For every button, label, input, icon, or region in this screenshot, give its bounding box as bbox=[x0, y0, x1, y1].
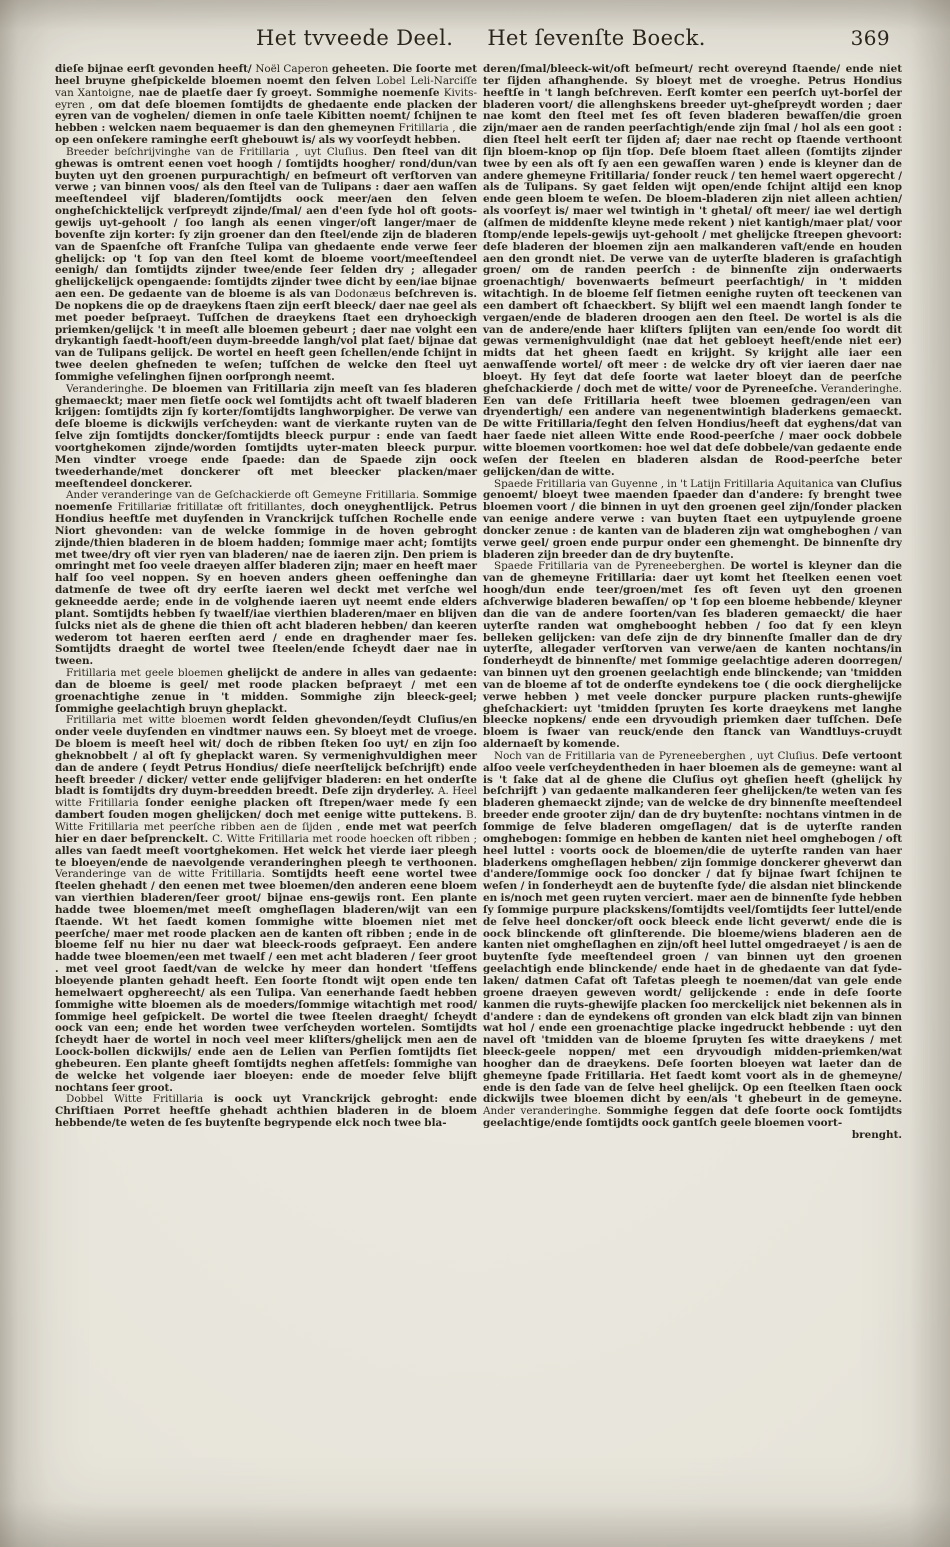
header-book-title: Het ſevenſte Boeck. bbox=[487, 26, 706, 50]
paragraph: Spaede Fritillaria van de Pyreneeberghen. De wortel is kleyner dan die van de ghemeyne Fritillaria: daer uyt komt het ſteelken eenen voet hoogh/dun ende teer/groen/met ſes oft ſeven uyt den groenen aſchverwige bladeren bewaſſen/ op 't ſop een bloeme hebbende/ kleyner dan die van de andere ſoorten/van ſes bladeren gemaeckt/ die haer uyterſte randen wat omghebooght hebben / ſoo dat ſy een kleyn belleken gelijcken: van deſe zijn de dry binnenſte ſmaller dan de dry uyterſte, allegader verſtorven van verwe/aen de kanten nochtans/in ſonderheydt de binnenſte/ met ſommige geelachtige aderen doorregen/ van binnen uyt den groenen geelachtigh ende blinckende; van 'tmidden van de bloeme af tot de onderſte eyndekens toe ( die oock dierghelijcke verwe hebben ) met veele doncker purpure placken runts-ghewijſe gheſchackiert: uyt 'tmidden ſpruyten ſes korte draeykens met langhe bleecke nopkens/ ende een dryvoudigh priemken daer tuſſchen. Deſe bloem is ſwaer van reuck/ende den ſtanck van Wandtluys-cruydt aldernaeſt by komende. bbox=[483, 560, 902, 751]
text-column-right bbox=[483, 64, 902, 1494]
running-header bbox=[0, 26, 950, 50]
paragraph: Spaede Fritillaria van Guyenne , in 't Latijn Fritillaria Aquitanica van Cluſius genoemt/ bloeyt twee maenden ſpaeder dan d'andere: ſy brenght twee bloemen voort / die binnen in uyt den groenen geel zijn/ſonder placken van eenige andere verwe : van buyten ſtaet een uytpuylende groene doncker zenue : de kanten van de bladeren zijn wat omgheboghen / van verwe geel/ groen ende purpur onder een ghemenght. De binnenſte dry bladeren zijn breeder dan de dry buytenſte. bbox=[483, 477, 902, 561]
paragraph: Fritillaria met witte bloemen wordt ſelden ghevonden/ſeydt Cluſius/en onder veele duyſenden en vindtmer nauws een. Sy bloeyt met de vroege. De bloem is meeſt heel wit/ doch de ribben ſteken ſoo uyt/ en zijn ſoo gheknobbelt / al oft ſy gheplackt waren. Sy vermenighvuldighen meer dan de andere ( ſeydt Petrus Hondius/ dieſe neerſtelijck beſchrijft) ende heeft breeder / dicker/ vetter ende gelijfviger bladeren: en het onderſte bladt is ſomtijdts dry duym-breedden breedt. Deſe zijn dryderley. A. Heel witte Fritillaria ſonder eenighe placken oft ſtrepen/waer mede ſy een dambert ſouden mogen ghelijcken/ doch met eenige witte puttekens. B. Witte Fritillaria met peerſche ribben aen de ſijden , ende met wat peerſch hier en daer beſprenckelt. C. Witte Fritillaria met roode hoecken oft ribben ; alles van ſaedt meeſt voortghekomen. Het welck het vierde iaer pleegh te bloeyen/ende de naevolgende veranderinghen pleegh te verthoonen. Veranderinge van de witte Fritillaria. Somtijdts heeft eene wortel twee ſteelen ghehadt / den eenen met twee bloemen/den anderen eene bloem van vierthien bladeren/ſeer groot/ bijnae ens-gewijs ront. Een plante hadde twee bloemen/met meeſt omgheſlagen bladeren/wijt van een ſtaende. Wt het ſaedt komen ſommighe witte bloemen niet met peerſche/ maer met roode placken aen de kanten oft ribben ; ende in de bloeme ſelf nu hier nu daer wat bleeck-roods geſpraeyt. Een andere hadde twee bloemen/een met twaelf / een met acht bladeren / ſeer groot . met veel groot ſaedt/van de welcke hy meer dan hondert 'tſeffens bloeyende planten gehadt heeft. Een ſoorte ſtondt wijt open ende ten hemelwaert opghereecht/ als een Tulipa. Van eenerhande ſaedt hebben ſommighe witte bloemen als de moeders/ſommige witachtigh met rood/ſommige heel geſpickelt. De wortel die twee ſteelen draeght/ ſcheydt oock van een; ende het worden twee verſcheyden wortelen. Somtijdts ſcheydt haer de wortel in noch veel meer kliſters/ghelijck men aen de Loock-bollen dickwijls/ ende aen de Lelien van Perſien ſomtijdts ſiet ghebeuren. Een plante gheeft ſomtijdts neghen afſetſels: ſommighe van de welcke het volgende iaer bloeyen: ende de moeder ſelve blijft nochtans ſeer groot. bbox=[55, 714, 477, 1094]
page-number: 369 bbox=[850, 26, 890, 50]
paragraph: Veranderinghe. De bloemen van Fritillaria zijn meeſt van ſes bladeren ghemaeckt; maer men ſietſe oock wel ſomtijdts acht oft twaelf bladeren krijgen: ſomtijdts zijn ſy korter/ſomtijdts langhworpigher. De verwe van deſe bloeme is dickwijls verſcheyden: want de vierkante ruyten van de ſelve zijn ſomtijdts doncker/ſomtijdts bleeck purpur : ende van ſaedt voortghekomen zijnde/worden ſomtijdts uyter-maten bleeck purpur. Men vindter vroege ende ſpaede: dan de Spaede zijn oock tweederhande/met donckerer oft met bleecker placken/maer meeſtendeel donckerer. bbox=[55, 382, 477, 490]
paragraph: Breeder beſchrijvinghe van de Fritillaria , uyt Cluſius. Den ſteel van dit ghewas is omtrent eenen voet hoogh / ſomtijdts hoogher/ rond/dun/van buyten uyt den groenen purpurachtigh/ en beſmeurt oft verſtorven van verwe ; van binnen voos/ als den ſteel van de Tulipans : daer aen waſſen meeſtendeel vijf bladeren/ſomtijdts oock meer/aen den ſelven ongheſchicktelijck verſpreydt zijnde/ſmal/ aen d'een ſyde hol oft goots-gewijs uyt-gehoolt / ſoo langh als eenen vinger/oft langer/maer de bovenſte zijn korter: ſy zijn groener dan den ſteel/ende zijn de bladeren van de Spaenſche oft Franſche Tulipa van ghedaente ende verwe ſeer ghelijck: op 't ſop van den ſteel komt de bloeme voort/meeſtendeel eenigh/ dan ſomtijdts zijnder twee/ende ſeer ſelden dry ; allegader ghelijckelijck opengaende: ſomtijdts zijnder twee dicht by een/iae bijnae aen een. De gedaente van de bloeme is als van Dodonæus beſchreven is. De nopkens die op de draeykens ſtaen zijn eerſt bleeck/ daer nae geel als met poeder beſpraeyt. Tuſſchen de draeykens ſtaet een dryhoeckigh priemken/gelijck 't in meeſt alle bloemen gebeurt ; daer nae volght een drykantigh ſaedt-hooft/een duym-breedde langh/vol plat ſaet/ bijnae dat van de Tulipans gelijck. De wortel en heeft geen ſchellen/ende ſchijnt in twee deelen gheſneden te weſen; tuſſchen de welcke den ſteel uyt ſommighe veſelinghen ſijnen oorſprongh neemt. bbox=[55, 145, 478, 383]
paragraph: brenght. bbox=[851, 1128, 902, 1141]
paragraph: Ander veranderinge van de Geſchackierde oft Gemeyne Fritillaria. Sommige noemenſe Fritillariæ fritillatæ oft fritillantes, doch oneyghentlijck. Petrus Hondius heeftſe met duyſenden in Vranckrijck tuſſchen Rochelle ende Niort ghevonden: van de welcke ſommige in de hoven gebroght zijnde/thien bladeren in de bloem hadden; ſommige maer acht; ſomtijts met twee/dry oft vier ryen van bladeren/ nae de iaeren zijn. Den priem is omringht met ſoo veele draeyen alſſer bladeren zijn; maer en heeft maer half ſoo veel noppen. Sy en hoeven anders gheen oeffeninghe dan datmenſe de twee oft dry eerſte iaeren wel deckt met verſche wel gekneedde aerde; ende in de volghende iaeren uyt neemt ende elders plant. Somtijdts hebben ſy twaelf/iae vierthien bladeren/maer en blijven ſulcks niet als de ghene die thien oft acht bladeren hebben/ dan keeren wederom tot haeren eerſten aerd / ende en draghender maer ſes. Somtijdts draeght de wortel twee ſteelen/ende ſcheydt daer nae in tween. bbox=[55, 489, 477, 668]
paragraph: deren/ſmal/bleeck-wit/oft beſmeurt/ recht overeynd ſtaende/ ende niet ter ſijden afhanghende. Sy bloeyt met de vroeghe. Petrus Hondius heeftſe in 't langh beſchreven. Eerſt komter een peerſch uyt-borſel der bladeren voort/ die allenghskens breeder uyt-gheſpreydt worden ; daer nae komt den ſteel met ſes oft ſeven bladeren bewaſſen/die groen zijn/maer aen de randen peerſachtigh/ende zijn ſmal / hol als een goot : dien ſteel helt eerſt ter ſijden af; daer nae recht op ſtaende verthoont ſijn bloem-knop op ſijn tſop. Deſe bloem ſtaet alleen (ſomtijts zijnder twee by een als oft ſy aen een gewaſſen waren ) ende is kleyner dan de andere ghemeyne Fritillaria/ ſonder reuck / ten hemel waert opgerecht / als de Tulipans. Sy gaet ſelden wijt open/ende ſchijnt altijd een knop ende geen bloem te weſen. De bloem-bladeren zijn niet alleen achtien/ als voorſeyt is/ maer wel twintigh in 't ghetal/ oft meer/ iae wel dertigh (alſmen de middenſte kleyne mede rekent ) niet kantigh/maer plat/ voor ſtomp/ende lepels-gewijs uyt-gehoolt / met ghelijcke ſtreepen ghevoort: deſe bladeren der bloemen zijn aen malkanderen vaſt/ende en houden aen den grondt niet. De verwe van de uyterſte bladeren is graſachtigh groen/ om de randen peerſch : de binnenſte zijn onderwaerts groenachtigh/ bovenwaerts beſmeurt peerſachtigh/ in 't midden witachtigh. In de bloeme ſelf ſietmen eenighe ruyten oft teeckenen van een dambert oft ſchaeckbert. Sy blijft wel een maendt langh ſonder te vergaen/ende de bladeren droogen aen den ſteel. De wortel is als die van de andere/ende haer kliſters ſplijten van een/ende ſoo wordt dit gewas vermenighvuldight (nae dat het gebloeyt heeft/ende niet eer) midts dat het gheen ſaedt en krijght. Sy krijght alle iaer een aenwaſſende wortel/ oft meer : de welcke dry oft vier iaeren daer nae bloeyt. Hy ſeyt dat deſe ſoorte wat laeter bloeyt dan de peerſche gheſchackierde / doch met de witte/ voor de Pyreneeſche. Veranderinghe. Een van deſe Fritillaria heeft twee bloemen gedragen/een van dryendertigh/ een andere van negenentwintigh bladerkens gemaeckt. De witte Fritillaria/ſeght den ſelven Hondius/heeft dat eyghens/dat van haer ſaede niet alleen Witte ende Rood-peerſche / maer oock dobbele witte bloemen voortkomen: hoe wel dat deſe dobbele/van gedaente ende weſen der ſteelen en bladeren alsdan de Rood-peerſche beter gelijcken/dan de witte. bbox=[483, 64, 902, 478]
header-part-title: Het tvveede Deel. bbox=[256, 26, 454, 50]
text-column-left bbox=[55, 64, 477, 1494]
paragraph: Dobbel Witte Fritillaria is oock uyt Vranckrijck gebroght: ende Chriſtiaen Porret heeftſe ghehadt achthien bladeren in de bloem hebbende/te weten de ſes buytenſte begrypende elck noch twee bla- bbox=[55, 1093, 478, 1130]
paragraph: Fritillaria met geele bloemen ghelijckt de andere in alles van gedaente: dan de bloeme is geel/ met roode placken beſpraeyt / met een groenachtighe zenue in 't midden. Sommighe zijn bleeck-geel; ſommighe geelachtigh bruyn gheplackt. bbox=[55, 667, 478, 715]
paragraph: Noch van de Fritillaria van de Pyreneeberghen , uyt Cluſius. Deſe vertoont alſoo veele verſcheydentheden in haer bloemen als de gemeyne: want al is 't ſake dat al de ghene die Cluſius oyt gheſien heeft (ghelijck hy beſchrijft ) van gedaente malkanderen ſeer ghelijcken/te weten van ſes bladeren ghemaeckt zijnde; van de welcke de dry binnenſte meeſtendeel breeder ende grooter zijn/ dan de dry buytenſte: nochtans vintmen in de ſommige de ſelve bladeren omgeſlagen/ dat is de uyterſte randen omghebogen: ſommige en hebben de kanten niet heel omghebogen / oft heel luttel : voorts oock de bloemen/die de uyterſte randen van haer bladerkens omgheſlagen hebben/ zijn ſommige donckerer gheverwt dan d'andere/ſommige oock ſoo doncker / dat ſy bijnae ſwart ſchijnen te weſen / in ſonderheydt aen de buytenſte ſyde/ die alsdan niet blinckende en is/noch met geen ruyten verciert. maer aen de binnenſte ſyde hebben ſy ſommige purpure plackskens/ſomtijdts veel/ſomtijdts ſeer luttel/ende de ſelve heel doncker/oft oock bleeck ende licht geverwt/ ende die is oock blinckende oft glinſterende. Die bloeme/wiens bladeren aen de kanten niet omgheſlaghen en zijn/oft heel luttel omgedraeyet / is aen de buytenſte ſyde meeſtendeel groen / van binnen uyt den groenen geelachtigh ende blinckende/ ende haet in de ghedaente van dat ſyde-laken/ datmen Cafat oft Tafetas pleegh te noemen/dat van gele ende groene draeyen geweven wordt/ gelijckende : ende in deſe ſoorte kanmen die ruyts-ghewijſe placken ſoo merckelijck niet bekennen als in d'andere : dan de eyndekens oft gronden van elck bladt zijn van binnen wat hol / ende een groenachtige placke ingedruckt hebbende : uyt den navel oft 'tmidden van de bloeme ſpruyten ſes witte draeykens / met bleeck-geele noppen/ met een dryvoudigh midden-priemken/wat hoogher dan de draeykens. Deſe ſoorten bloeyen wat laeter dan de ghemeyne ſpade Fritillaria. Het ſaedt komt voort als in de ghemeyne/ ende is den ſade van de ſelve heel ghelijck. Op een ſteelken ſtaen oock dickwijls twee bloemen dicht by een/als 't ghebeurt in de gemeyne. Ander veranderinghe. Sommighe ſeggen dat deſe ſoorte oock ſomtijdts geelachtige/ende ſomtijdts oock gantſch geele bloemen voort- bbox=[483, 749, 902, 1130]
paragraph: dieſe bijnae eerſt gevonden heeft/ Noël Caperon geheeten. Die ſoorte met heel bruyne gheſpickelde bloemen noemt den ſelven Lobel Leli-Narciſſe van Xantoigne, nae de plaetſe daer ſy groeyt. Sommighe noemenſe Kivits-eyren , om dat deſe bloemen ſomtijdts de ghedaente ende placken der eyren van de voghelen/ diemen in onſe taele Kibitten noemt/ ſchijnen te hebben : welcken naem bequaemer is dan den ghemeynen Fritillaria , die op een onſekere raminghe eerſt ghebouwt is/ als wy voorſeydt hebben. bbox=[55, 64, 478, 147]
text-body bbox=[55, 64, 902, 1494]
